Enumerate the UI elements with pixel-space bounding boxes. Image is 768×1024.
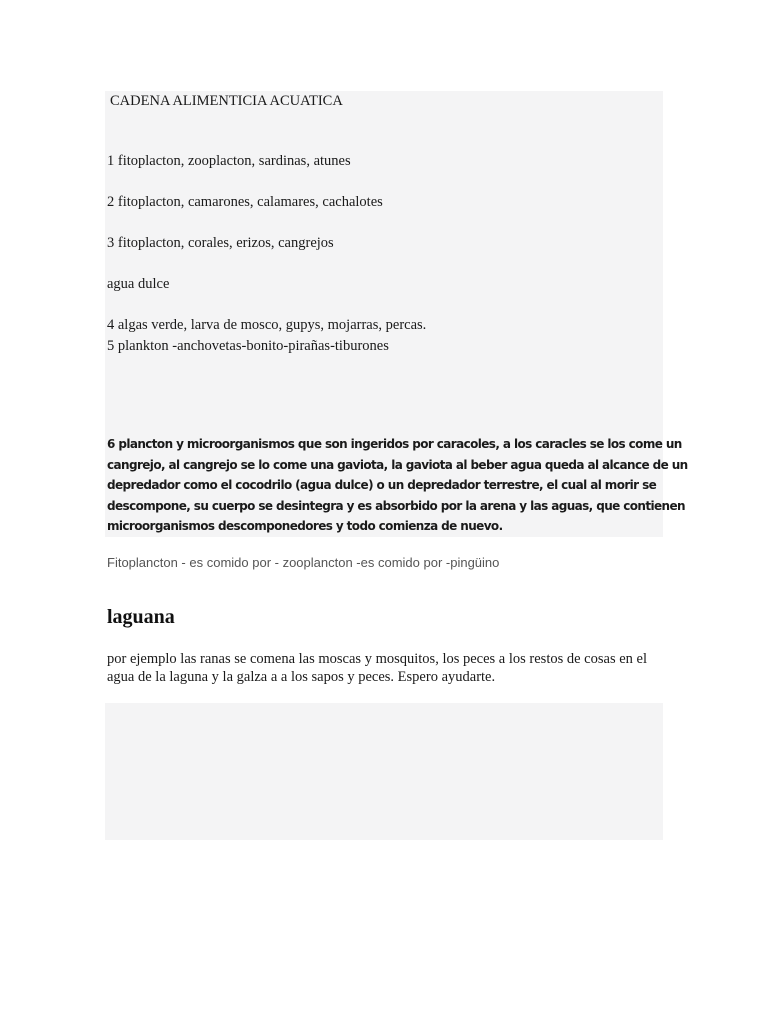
box-title: CADENA ALIMENTICIA ACUATICA xyxy=(110,93,343,109)
fresh-water-label: agua dulce xyxy=(107,276,170,292)
section-heading: laguana xyxy=(107,606,175,628)
chain-line-3: 3 fitoplacton, corales, erizos, cangrejos xyxy=(107,235,334,251)
chain-line-5: 5 plankton -anchovetas-bonito-pirañas-tiburones xyxy=(107,338,389,354)
chain-6-line: depredador como el cocodrilo (agua dulce) o un depredador terrestre, el cual al morir se xyxy=(107,478,657,492)
laguna-paragraph: por ejemplo las ranas se comena las moscas y mosquitos, los peces a los restos de cosas en el agua de la laguna y la galza a a los sapos y peces. Espero ayudarte. xyxy=(107,651,647,685)
chain-6-line: descompone, su cuerpo se desintegra y es absorbido por la arena y las aguas, que contienen xyxy=(107,498,685,513)
chain-line-1: 1 fitoplacton, zooplacton, sardinas, atunes xyxy=(107,153,351,169)
plankton-caption: Fitoplancton - es comido por - zooplancton -es comido por -pingüino xyxy=(107,555,500,570)
chain-6-line: 6 plancton y microorganismos que son ingeridos por caracoles, a los caracles se los come un xyxy=(107,437,682,451)
chain-6-paragraph xyxy=(107,434,688,537)
chain-6-line: microorganismos descomponedores y todo comienza de nuevo. xyxy=(107,519,503,533)
chain-line-2: 2 fitoplacton, camarones, calamares, cachalotes xyxy=(107,194,383,210)
chain-6-line: cangrejo, al cangrejo se lo come una gaviota, la gaviota al beber agua queda al alcance de un xyxy=(107,457,688,472)
chain-line-4: 4 algas verde, larva de mosco, gupys, mojarras, percas. xyxy=(107,317,427,333)
empty-gray-box xyxy=(105,703,663,840)
